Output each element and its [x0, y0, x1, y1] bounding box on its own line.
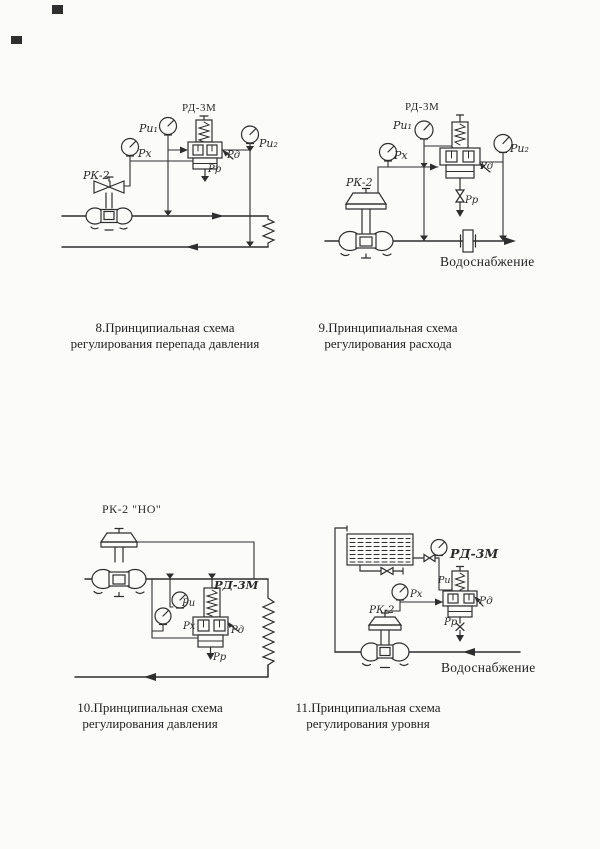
diagram-caption — [288, 700, 448, 732]
port-label-pp: Рр — [444, 617, 458, 628]
port-label-pp: Рр — [465, 195, 479, 206]
caption-line: регулирования перепада давления — [70, 336, 260, 351]
diagram-caption — [70, 700, 230, 732]
caption-line: 9.Принципиальная схема — [318, 320, 458, 335]
pipeline-label: Водоснабжение — [440, 254, 535, 269]
device-label: РД-3М — [450, 546, 499, 561]
device-label: РД-3М — [182, 102, 217, 114]
caption-line: регулирования давления — [82, 716, 218, 731]
diagram-caption — [308, 320, 468, 352]
gauge-label-pu1: Ри₁ — [393, 119, 412, 132]
port-label-pp: Рр — [213, 652, 227, 663]
control-valve-symbol — [86, 177, 132, 230]
caption-line: 8.Принципиальная схема — [95, 320, 235, 335]
port-label-pd: Рд — [227, 150, 241, 161]
valve-label: РК-2 — [346, 176, 373, 189]
gauge-label-pu: Ри — [182, 598, 196, 609]
gauge-label-px: Рх — [394, 149, 408, 162]
pipeline-label: Водоснабжение — [441, 660, 536, 675]
device-label: РД-3М — [405, 101, 440, 113]
valve-label: РК-2 "НО" — [102, 502, 162, 516]
scan-mark — [52, 5, 63, 14]
regulator-symbol — [385, 567, 483, 643]
schematic-drawing-11 — [325, 518, 560, 683]
valve-label: РК-2 — [83, 169, 110, 182]
schematic-drawing-10 — [55, 495, 345, 687]
port-label-pd: Рд — [480, 161, 494, 172]
drain-valve-symbol — [360, 565, 403, 575]
control-valve-symbol — [92, 529, 146, 597]
pressure-gauge — [392, 584, 408, 600]
gauge-label-pu2: Ри₂ — [259, 137, 278, 150]
tank-symbol — [347, 534, 413, 565]
scan-mark — [11, 36, 22, 44]
gauge-label-px: Рх — [138, 147, 152, 160]
gauge-label-px: Рх — [183, 621, 196, 632]
caption-line: 10.Принципиальная схема — [77, 700, 223, 715]
control-valve-symbol — [361, 613, 409, 668]
valve-label: РК-2 — [369, 604, 395, 616]
caption-line: регулирования расхода — [324, 336, 452, 351]
gauge-label-pu1: Ри₁ — [139, 122, 158, 135]
gauge-label-px: Рх — [410, 589, 423, 600]
port-label-pp: Рр — [208, 164, 222, 175]
schematic-drawing-8 — [0, 90, 330, 262]
diagram-caption — [60, 320, 270, 352]
gauge-label-pu: Ри — [438, 575, 451, 586]
control-valve-symbol — [339, 189, 393, 259]
gauge-label-pu2: Ри₂ — [510, 142, 529, 155]
device-label: РД-3М — [214, 578, 259, 592]
caption-line: регулирования уровня — [306, 716, 430, 731]
caption-line: 11.Принципиальная схема — [295, 700, 441, 715]
port-label-pd: Рд — [479, 595, 493, 607]
port-label-pd: Рд — [231, 625, 245, 636]
flow-orifice-symbol — [461, 230, 476, 252]
